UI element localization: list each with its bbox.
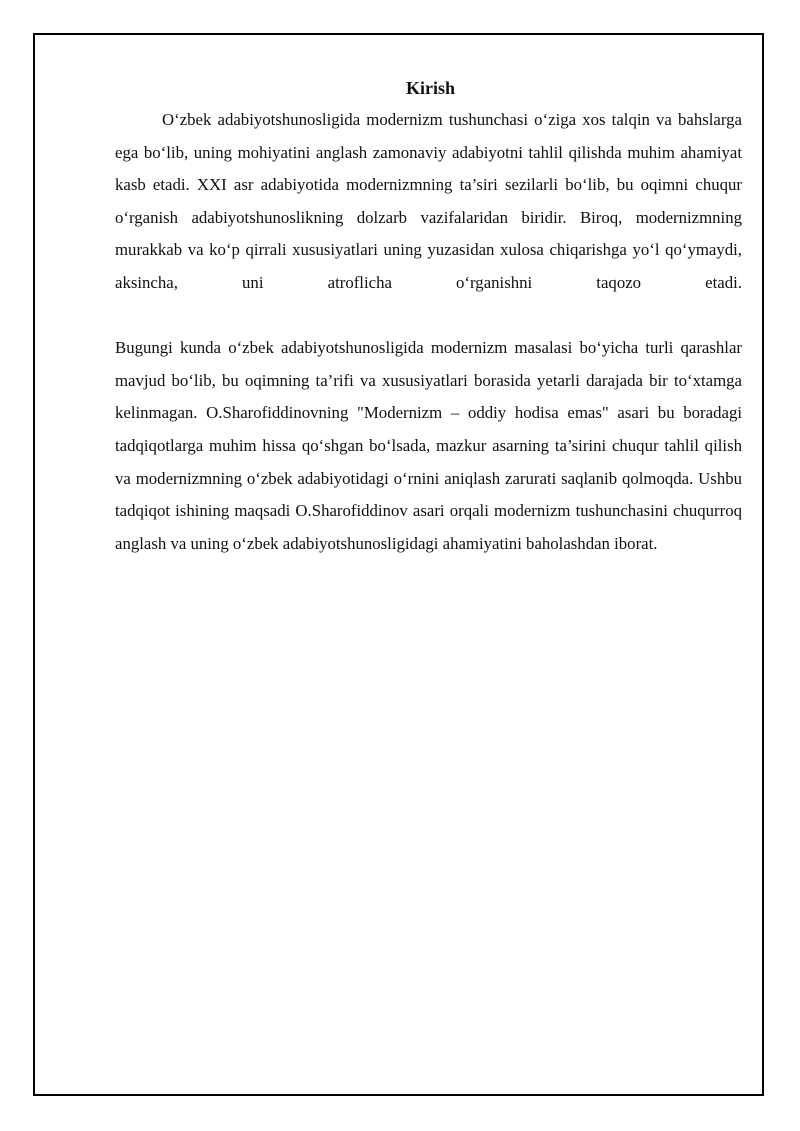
document-title: Kirish [405,78,455,98]
document-body [115,72,742,560]
paragraph-2: Bugungi kunda o‘zbek adabiyotshunosligida modernizm masalasi bo‘yicha turli qarashlar mavjud bo‘lib, bu oqimning ta’rifi va xususiyatlari borasida yetarli darajada bir to‘xtamga kelinmagan. O.Sharofiddinovning "Modernizm – oddiy hodisa emas" asari bu boradagi tadqiqotlarga muhim hissa qo‘shgan bo‘lsada, mazkur asarning ta’sirini chuqur tahlil qilish va modernizmning o‘zbek adabiyotidagi o‘rnini aniqlash zarurati saqlanib qolmoqda. Ushbu tadqiqot ishining maqsadi O.Sharofiddinov asari orqali modernizm tushunchasini chuqurroq anglash va uning o‘zbek adabiyotshunosligidagi ahamiyatini baholashdan iborat. [115,338,742,553]
paragraph-1: O‘zbek adabiyotshunosligida modernizm tushunchasi o‘ziga xos talqin va bahslarga ega bo‘lib, uning mohiyatini anglash zamonaviy adabiyotni tahlil qilishda muhim ahamiyat kasb etadi. XXI asr adabiyotida modernizmning ta’siri sezilarli bo‘lib, bu oqimni chuqur o‘rganish adabiyotshunoslikning dolzarb vazifalaridan biridir. Biroq, modernizmning murakkab va ko‘p qirrali xususiyatlari uning yuzasidan xulosa chiqarishga yo‘l qo‘ymaydi, aksincha, uni atroflicha o‘rganishni taqozo etadi. [115,110,742,292]
paragraph-spacer [115,300,742,333]
